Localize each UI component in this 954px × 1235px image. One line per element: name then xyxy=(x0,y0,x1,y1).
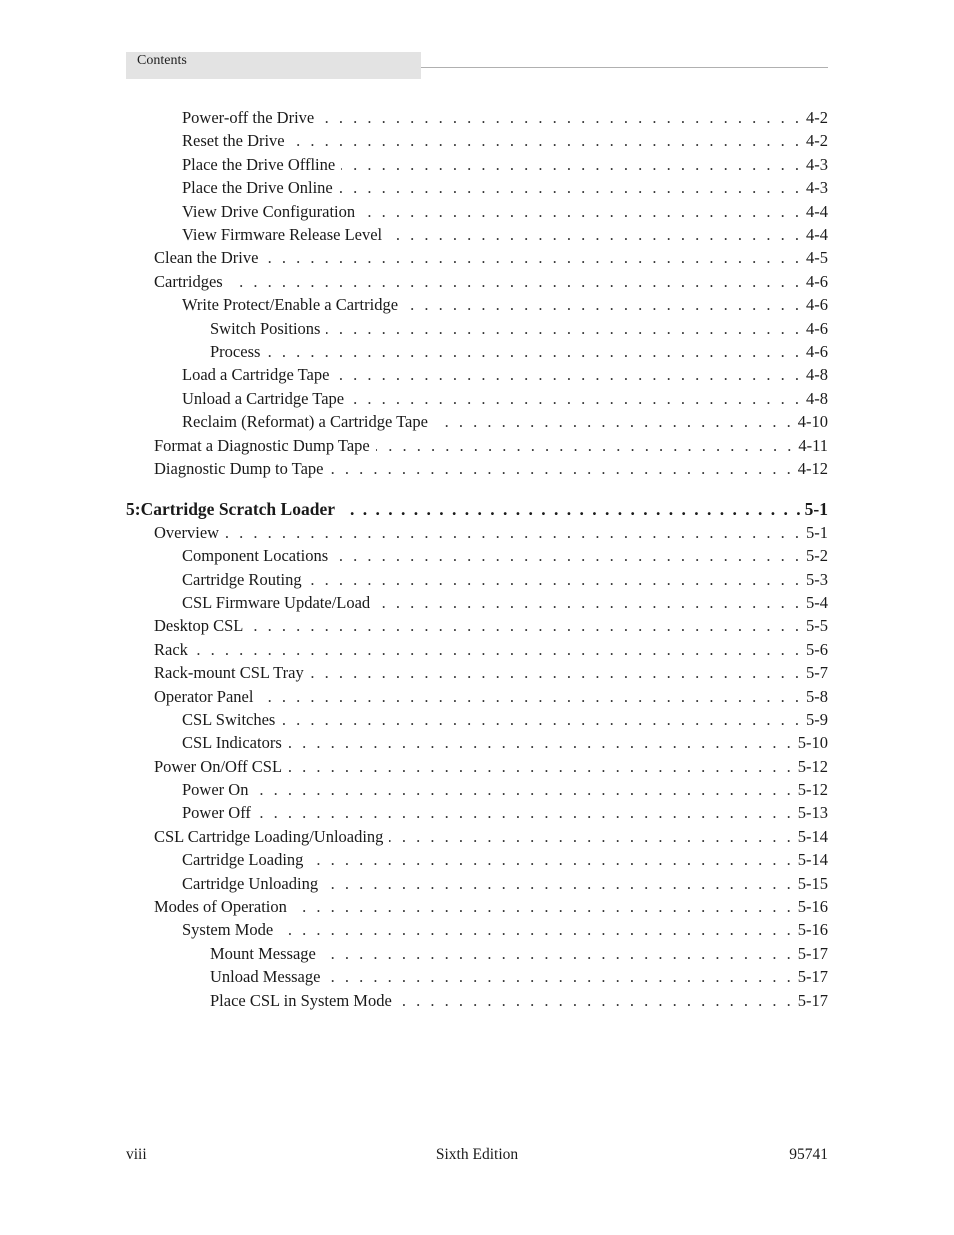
toc-entry[interactable]: Desktop CSL . . . 5-5 xyxy=(154,616,828,636)
toc-entry[interactable]: Place CSL in System Mode . . . 5-17 xyxy=(210,991,828,1011)
toc-entry[interactable]: Component Locations . . . 5-2 xyxy=(182,546,828,566)
toc-entry[interactable]: Reclaim (Reformat) a Cartridge Tape . . . 4-10 xyxy=(182,412,828,432)
toc-entry[interactable]: CSL Cartridge Loading/Unloading . . . 5-14 xyxy=(154,827,828,847)
footer-doc-number: 95741 xyxy=(789,1146,828,1163)
toc-entry[interactable]: CSL Indicators . . . 5-10 xyxy=(182,733,828,753)
toc-entry[interactable]: System Mode . . . 5-16 xyxy=(182,920,828,940)
toc-entry[interactable]: Modes of Operation . . . 5-16 xyxy=(154,897,828,917)
toc-entry[interactable]: Cartridge Loading . . . 5-14 xyxy=(182,850,828,870)
toc-entry[interactable]: Unload a Cartridge Tape . . . 4-8 xyxy=(182,389,828,409)
toc-entry[interactable]: Process . . . 4-6 xyxy=(210,342,828,362)
toc-entry[interactable]: CSL Firmware Update/Load . . . 5-4 xyxy=(182,593,828,613)
toc-entry[interactable]: View Firmware Release Level . . . 4-4 xyxy=(182,225,828,245)
toc-entry[interactable]: Switch Positions . . . 4-6 xyxy=(210,319,828,339)
toc-entry[interactable]: Load a Cartridge Tape . . . 4-8 xyxy=(182,365,828,385)
toc-entry[interactable]: Power-off the Drive . . . 4-2 xyxy=(182,108,828,128)
toc-entry[interactable]: Operator Panel . . . 5-8 xyxy=(154,687,828,707)
toc-entry[interactable]: Cartridges . . . 4-6 xyxy=(154,272,828,292)
toc-entry[interactable]: Overview . . . 5-1 xyxy=(154,523,828,543)
toc-entry[interactable]: Power Off . . . 5-13 xyxy=(182,803,828,823)
chapter-page: 5-1 xyxy=(804,499,828,519)
toc-entry[interactable]: Rack . . . 5-6 xyxy=(154,640,828,660)
toc-entry[interactable]: Clean the Drive . . . 4-5 xyxy=(154,248,828,268)
running-header: Contents xyxy=(137,53,187,68)
toc-entry[interactable]: Cartridge Unloading . . . 5-15 xyxy=(182,874,828,894)
chapter-number: 5: xyxy=(126,499,141,519)
toc-entry[interactable]: Power On . . . 5-12 xyxy=(182,780,828,800)
toc-entry[interactable]: View Drive Configuration . . . 4-4 xyxy=(182,202,828,222)
toc-entry[interactable]: Power On/Off CSL . . . 5-12 xyxy=(154,757,828,777)
toc-entry[interactable]: Format a Diagnostic Dump Tape . . . 4-11 xyxy=(154,436,828,456)
toc-entry[interactable]: Place the Drive Online . . . 4-3 xyxy=(182,178,828,198)
toc-entry[interactable]: Mount Message . . . 5-17 xyxy=(210,944,828,964)
toc-entry[interactable]: Diagnostic Dump to Tape . . . 4-12 xyxy=(154,459,828,479)
toc-entry[interactable]: Write Protect/Enable a Cartridge . . . 4-6 xyxy=(182,295,828,315)
toc-entry[interactable]: Unload Message . . . 5-17 xyxy=(210,967,828,987)
toc-entry[interactable]: Reset the Drive . . . 4-2 xyxy=(182,131,828,151)
toc-entry[interactable]: Rack-mount CSL Tray . . . 5-7 xyxy=(154,663,828,683)
footer-edition: Sixth Edition xyxy=(435,1146,519,1163)
toc-entry[interactable]: Place the Drive Offline . . . 4-3 xyxy=(182,155,828,175)
toc-entry[interactable]: CSL Switches . . . 5-9 xyxy=(182,710,828,730)
chapter-heading[interactable] xyxy=(126,498,828,520)
toc-entry[interactable]: Cartridge Routing . . . 5-3 xyxy=(182,570,828,590)
footer-page-number: viii xyxy=(126,1146,147,1163)
chapter-title: Cartridge Scratch Loader xyxy=(140,499,335,519)
